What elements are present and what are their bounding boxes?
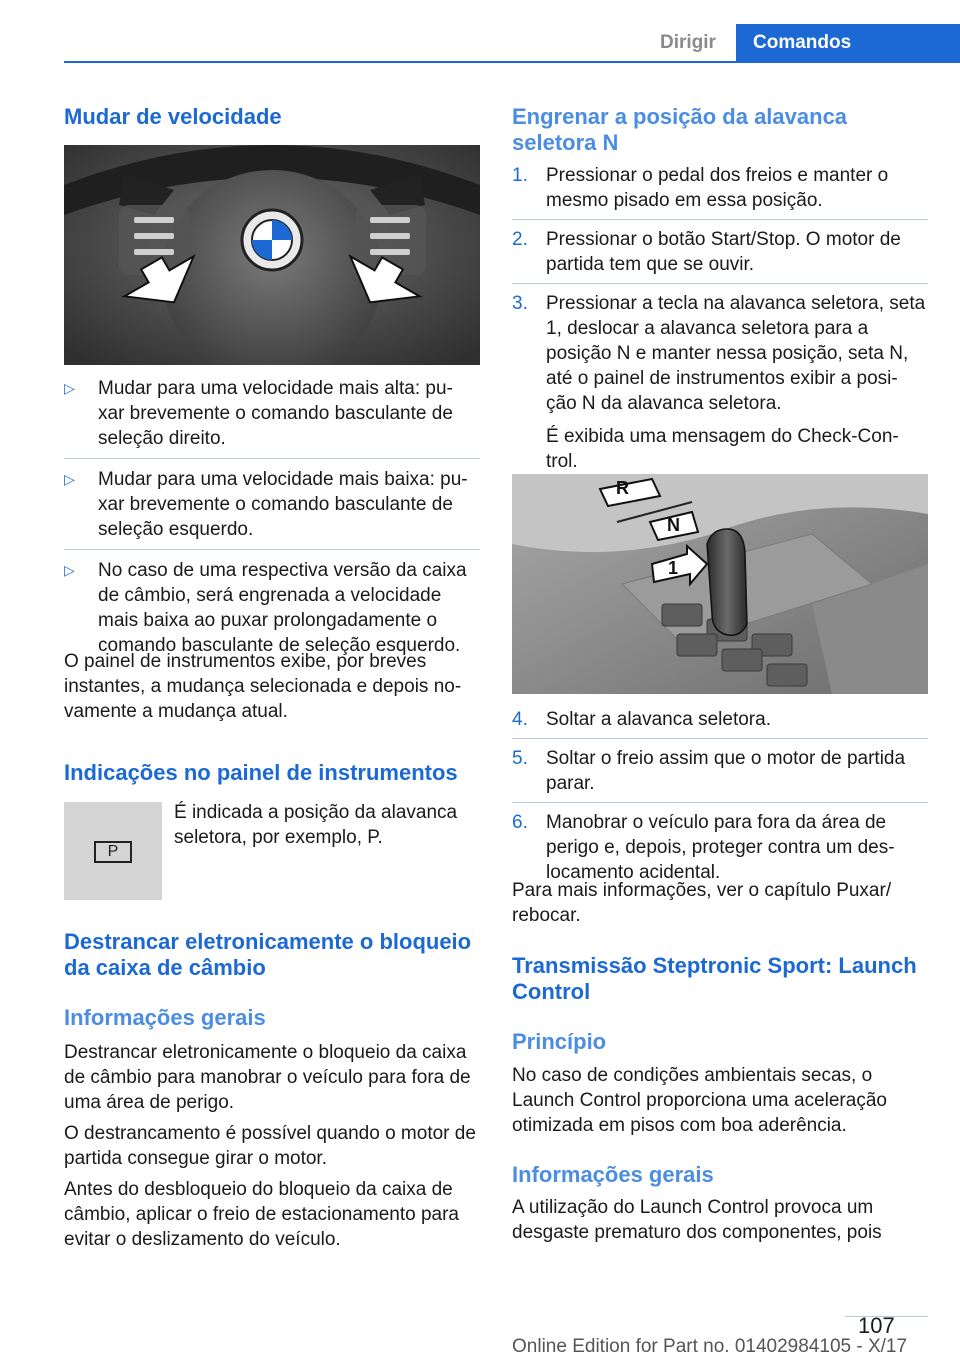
indicacoes-text: É indicada a posição da alavanca seletora, por exemplo, P. [174, 802, 458, 848]
header-rule [64, 61, 960, 63]
list-item [512, 707, 928, 732]
image-label-n: N [667, 515, 680, 535]
step-text: Pressionar a tecla na alavanca seletora, seta 1, deslocar a alavanca seletora para a posição N e manter nessa posição, seta N, até o painel de instrumentos exibir a posi‐ ção N da alavanca seletora. [546, 293, 926, 414]
triangle-bullet-icon: ▷ [64, 562, 75, 578]
step-note [512, 424, 928, 474]
steps-list [512, 163, 928, 474]
divider [512, 738, 928, 739]
selector-lever-illustration [512, 474, 928, 694]
steering-wheel-image [64, 145, 480, 365]
bullet-text: Mudar para uma velocidade mais baixa: pu‐ xar brevemente o comando basculante de seleção esquerdo. [98, 469, 468, 540]
image-label-1: 1 [668, 558, 679, 578]
step-text: Pressionar o botão Start/Stop. O motor de partida tem que se ouvir. [546, 229, 901, 275]
breadcrumb-chapter: Comandos [736, 24, 960, 62]
divider [64, 549, 480, 550]
shift-bullet-list [64, 376, 480, 658]
step-note-text: É exibida uma mensagem do Check-Con‐ trol. [546, 426, 899, 472]
list-item [64, 467, 480, 542]
step-text: Pressionar o pedal dos freios e manter o mesmo pisado em essa posição. [546, 165, 889, 211]
step-number: 1. [512, 165, 528, 186]
step-number: 4. [512, 709, 528, 730]
list-item [512, 746, 928, 796]
divider [64, 458, 480, 459]
launch-p1: No caso de condições ambientais secas, o Launch Control proporciona uma aceleração otimizada em pisos com boa aderência. [512, 1065, 887, 1136]
subheading-informacoes-gerais: Informações gerais [64, 1005, 266, 1030]
bullet-text: No caso de uma respectiva versão da caixa de câmbio, será engrenada a velocidade mais baixa ao puxar prolongadamente o comando basculante de seleção esquerdo. [98, 560, 467, 656]
divider [512, 283, 928, 284]
heading-mudar-velocidade: Mudar de velocidade [64, 104, 282, 129]
mudar-paragraph: O painel de instrumentos exibe, por breves instantes, a mudança selecionada e depois no‐ vamente a mudança atual. [64, 651, 462, 722]
step-number: 5. [512, 748, 528, 769]
divider [512, 802, 928, 803]
list-item [512, 810, 928, 885]
page-number: 107 [858, 1313, 895, 1338]
selector-lever-image [512, 474, 928, 694]
heading-indicacoes: Indicações no painel de instrumentos [64, 760, 458, 785]
step-text: Soltar a alavanca seletora. [546, 709, 771, 730]
step-text: Manobrar o veículo para fora da área de perigo e, depois, proteger contra um des‐ locamento acidental. [546, 812, 895, 883]
step-text: Soltar o freio assim que o motor de partida parar. [546, 748, 906, 794]
step-number: 6. [512, 812, 528, 833]
triangle-bullet-icon: ▷ [64, 380, 75, 396]
list-item [64, 376, 480, 451]
heading-destrancar: Destrancar eletronicamente o bloqueio da caixa de câmbio [64, 929, 472, 980]
engrenar-paragraph: Para mais informações, ver o capítulo Puxar/ rebocar. [512, 880, 892, 926]
edition-text: Online Edition for Part no. 01402984105 - X/17 [512, 1336, 908, 1357]
list-item [512, 227, 928, 277]
destrancar-p1: Destrancar eletronicamente o bloqueio da caixa de câmbio para manobrar o veículo para fora de uma área de perigo. [64, 1042, 471, 1113]
list-item [512, 163, 928, 213]
image-label-r: R [616, 478, 629, 498]
breadcrumb-section: Dirigir [660, 32, 716, 53]
bullet-text: Mudar para uma velocidade mais alta: pu‐ xar brevemente o comando basculante de seleção direito. [98, 378, 453, 449]
destrancar-p3: Antes do desbloqueio do bloqueio da caixa de câmbio, aplicar o freio de estacionamento para evitar o deslizamento do veículo. [64, 1179, 460, 1250]
heading-engrenar: Engrenar a posição da alavanca seletora N [512, 104, 848, 155]
launch-p2: A utilização do Launch Control provoca um desgaste prematuro dos componentes, pois [512, 1197, 882, 1243]
steps-list-continued [512, 707, 928, 885]
list-item [512, 291, 928, 416]
subheading-informacoes-gerais-2: Informações gerais [512, 1162, 714, 1187]
triangle-bullet-icon: ▷ [64, 471, 75, 487]
list-item [64, 558, 480, 658]
step-number: 2. [512, 229, 528, 250]
subheading-principio: Princípio [512, 1029, 607, 1054]
destrancar-p2: O destrancamento é possível quando o motor de partida consegue girar o motor. [64, 1123, 476, 1169]
divider [512, 219, 928, 220]
steering-wheel-illustration [64, 145, 480, 365]
step-number: 3. [512, 293, 528, 314]
gear-display-letter: P [94, 841, 132, 863]
heading-launch-control: Transmissão Steptronic Sport: Launch Control [512, 953, 917, 1004]
gear-display-image [64, 802, 162, 900]
